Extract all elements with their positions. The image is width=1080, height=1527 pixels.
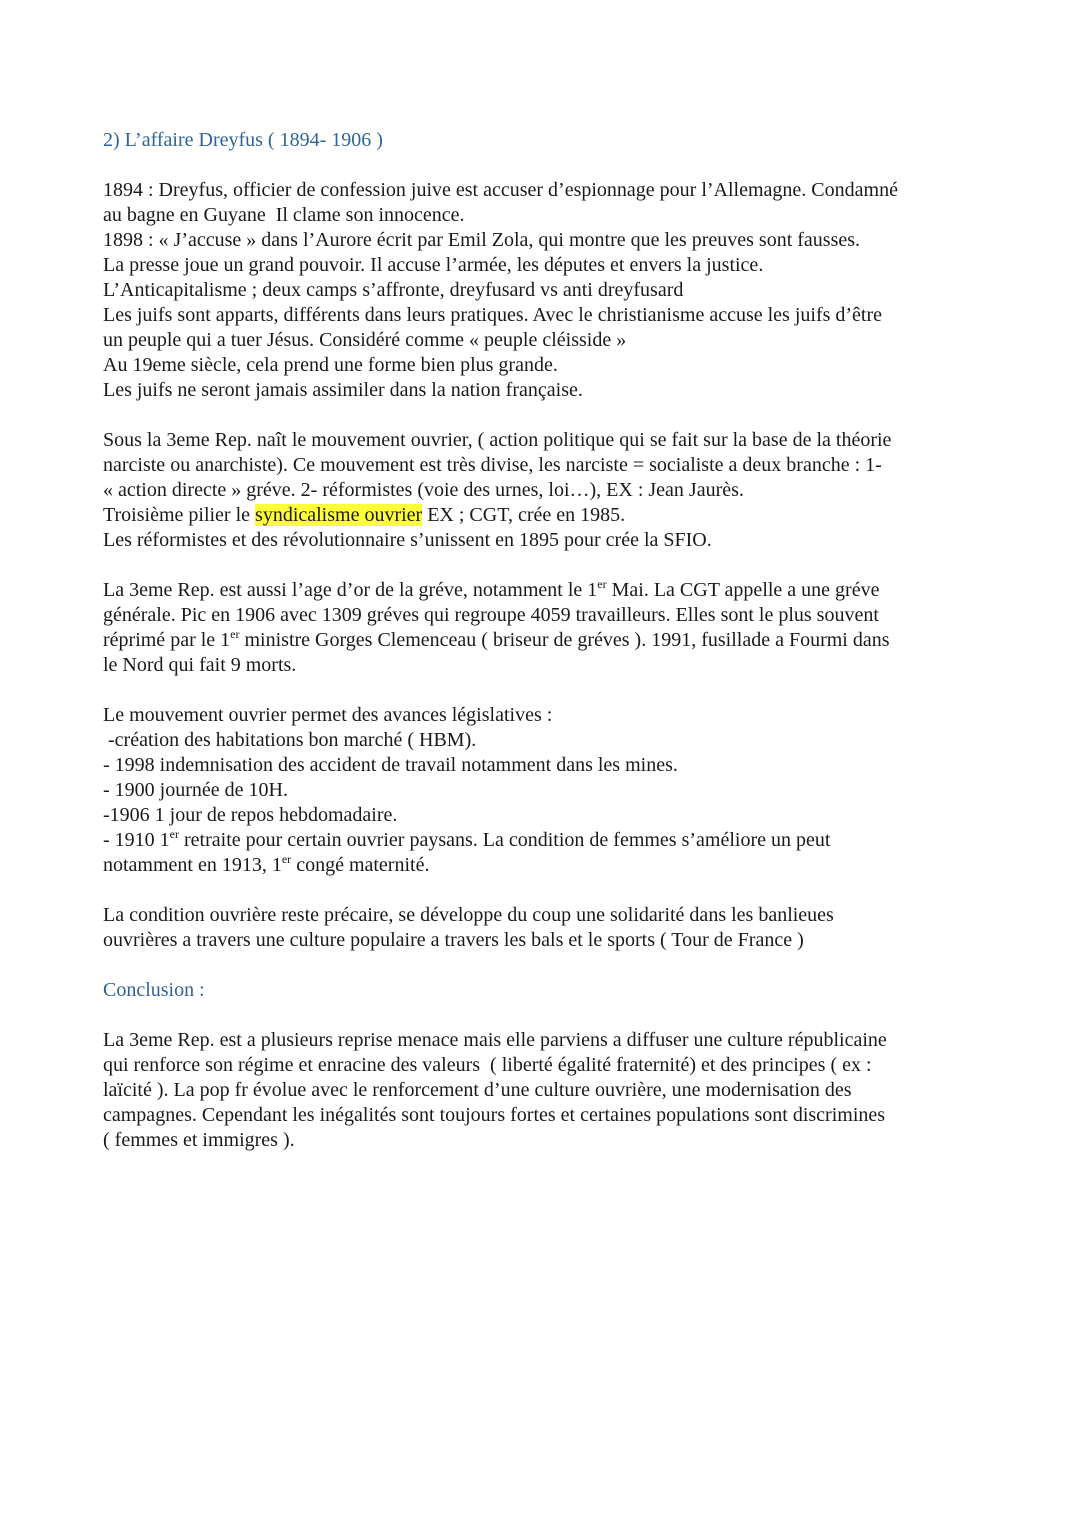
superscript: er [597,577,607,591]
text-segment: 1894 : Dreyfus, officier de confession juive est accuser d’espionnage pour l’Allemagne. Condamné [103,179,898,201]
text-line [103,353,983,378]
text-segment: 1898 : « J’accuse » dans l’Aurore écrit par Emil Zola, qui montre que les preuves sont fausses. [103,229,861,251]
text-line [103,703,983,728]
text-segment: le Nord qui fait 9 morts. [103,654,297,676]
text-line [103,753,983,778]
text-line [103,1028,983,1053]
text-line [103,303,983,328]
text-line [103,728,983,753]
blank-line [103,878,983,903]
text-segment: générale. Pic en 1906 avec 1309 gréves qui regroupe 4059 travailleurs. Elles sont le plus souvent [103,604,879,626]
text-segment: - 1998 indemnisation des accident de travail notamment dans les mines. [103,754,678,776]
text-segment: Les juifs sont apparts, différents dans leurs pratiques. Avec le christianisme accuse les juifs d’être [103,304,883,326]
text-segment: ( femmes et immigres ). [103,1129,295,1151]
text-line [103,203,983,228]
text-segment: Troisième pilier le [103,504,256,526]
text-segment: Le mouvement ouvrier permet des avances législatives : [103,704,553,726]
text-line [103,503,983,528]
text-segment: congé maternité. [291,854,430,876]
text-segment: Les juifs ne seront jamais assimiler dans la nation française. [103,379,583,401]
blank-line [103,153,983,178]
text-segment: EX ; CGT, crée en 1985. [422,504,626,526]
text-segment: Mai. La CGT appelle a une gréve [606,579,880,601]
blank-line [103,1003,983,1028]
text-segment: La presse joue un grand pouvoir. Il accuse l’armée, les députes et envers la justice. [103,254,764,276]
text-line [103,578,983,603]
text-segment: notamment en 1913, 1 [103,854,282,876]
text-line [103,828,983,853]
text-line [103,853,983,878]
text-line [103,903,983,928]
text-line [103,453,983,478]
document-page [103,128,983,1153]
text-segment: 2) L’affaire Dreyfus ( 1894- 1906 ) [103,129,383,151]
text-line [103,278,983,303]
text-segment: La condition ouvrière reste précaire, se développe du coup une solidarité dans les banlieues [103,904,834,926]
text-line [103,653,983,678]
superscript: er [169,827,179,841]
text-line [103,478,983,503]
highlighted-text: syndicalisme ouvrier [255,504,423,526]
text-segment: -1906 1 jour de repos hebdomadaire. [103,804,398,826]
text-segment: un peuple qui a tuer Jésus. Considéré comme « peuple cléisside » [103,329,627,351]
text-segment: -création des habitations bon marché ( HBM). [103,729,477,751]
text-segment: - 1910 1 [103,829,170,851]
text-segment: au bagne en Guyane Il clame son innocence. [103,204,465,226]
section-heading [103,128,983,153]
text-segment: laïcité ). La pop fr évolue avec le renforcement d’une culture ouvrière, une modernisation des [103,1079,852,1101]
text-line [103,928,983,953]
text-segment: La 3eme Rep. est a plusieurs reprise menace mais elle parviens a diffuser une culture républicaine [103,1029,887,1051]
blank-line [103,403,983,428]
superscript: er [230,627,240,641]
text-line [103,778,983,803]
text-line [103,803,983,828]
section-heading [103,978,983,1003]
text-line [103,628,983,653]
text-line [103,428,983,453]
blank-line [103,953,983,978]
text-line [103,178,983,203]
text-segment: ouvrières a travers une culture populaire a travers les bals et le sports ( Tour de France ) [103,929,804,951]
text-segment: Sous la 3eme Rep. naît le mouvement ouvrier, ( action politique qui se fait sur la base de la théorie [103,429,892,451]
superscript: er [281,852,292,866]
text-segment: Au 19eme siècle, cela prend une forme bien plus grande. [103,354,558,376]
text-segment: La 3eme Rep. est aussi l’age d’or de la gréve, notamment le 1 [103,579,598,601]
blank-line [103,678,983,703]
text-line [103,1078,983,1103]
text-line [103,1128,983,1153]
text-segment: Conclusion : [103,979,205,1001]
text-segment: campagnes. Cependant les inégalités sont toujours fortes et certaines populations sont discrimines [103,1104,886,1126]
text-line [103,1103,983,1128]
blank-line [103,553,983,578]
text-line [103,228,983,253]
text-segment: Les réformistes et des révolutionnaire s’unissent en 1895 pour crée la SFIO. [103,529,712,551]
text-segment: L’Anticapitalisme ; deux camps s’affronte, dreyfusard vs anti dreyfusard [103,279,684,301]
text-segment: retraite pour certain ouvrier paysans. La condition de femmes s’améliore un peut [179,829,831,851]
text-line [103,378,983,403]
text-segment: narciste ou anarchiste). Ce mouvement est très divise, les narciste = socialiste a deux branche : 1- [103,454,882,476]
text-line [103,528,983,553]
text-segment: - 1900 journée de 10H. [103,779,288,801]
text-line [103,1053,983,1078]
text-segment: réprimé par le 1 [103,629,231,651]
text-segment: ministre Gorges Clemenceau ( briseur de gréves ). 1991, fusillade a Fourmi dans [239,629,890,651]
text-line [103,328,983,353]
text-segment: qui renforce son régime et enracine des valeurs ( liberté égalité fraternité) et des principes ( ex : [103,1054,872,1076]
text-line [103,603,983,628]
text-segment: « action directe » gréve. 2- réformistes (voie des urnes, loi…), EX : Jean Jaurès. [103,479,744,501]
text-line [103,253,983,278]
